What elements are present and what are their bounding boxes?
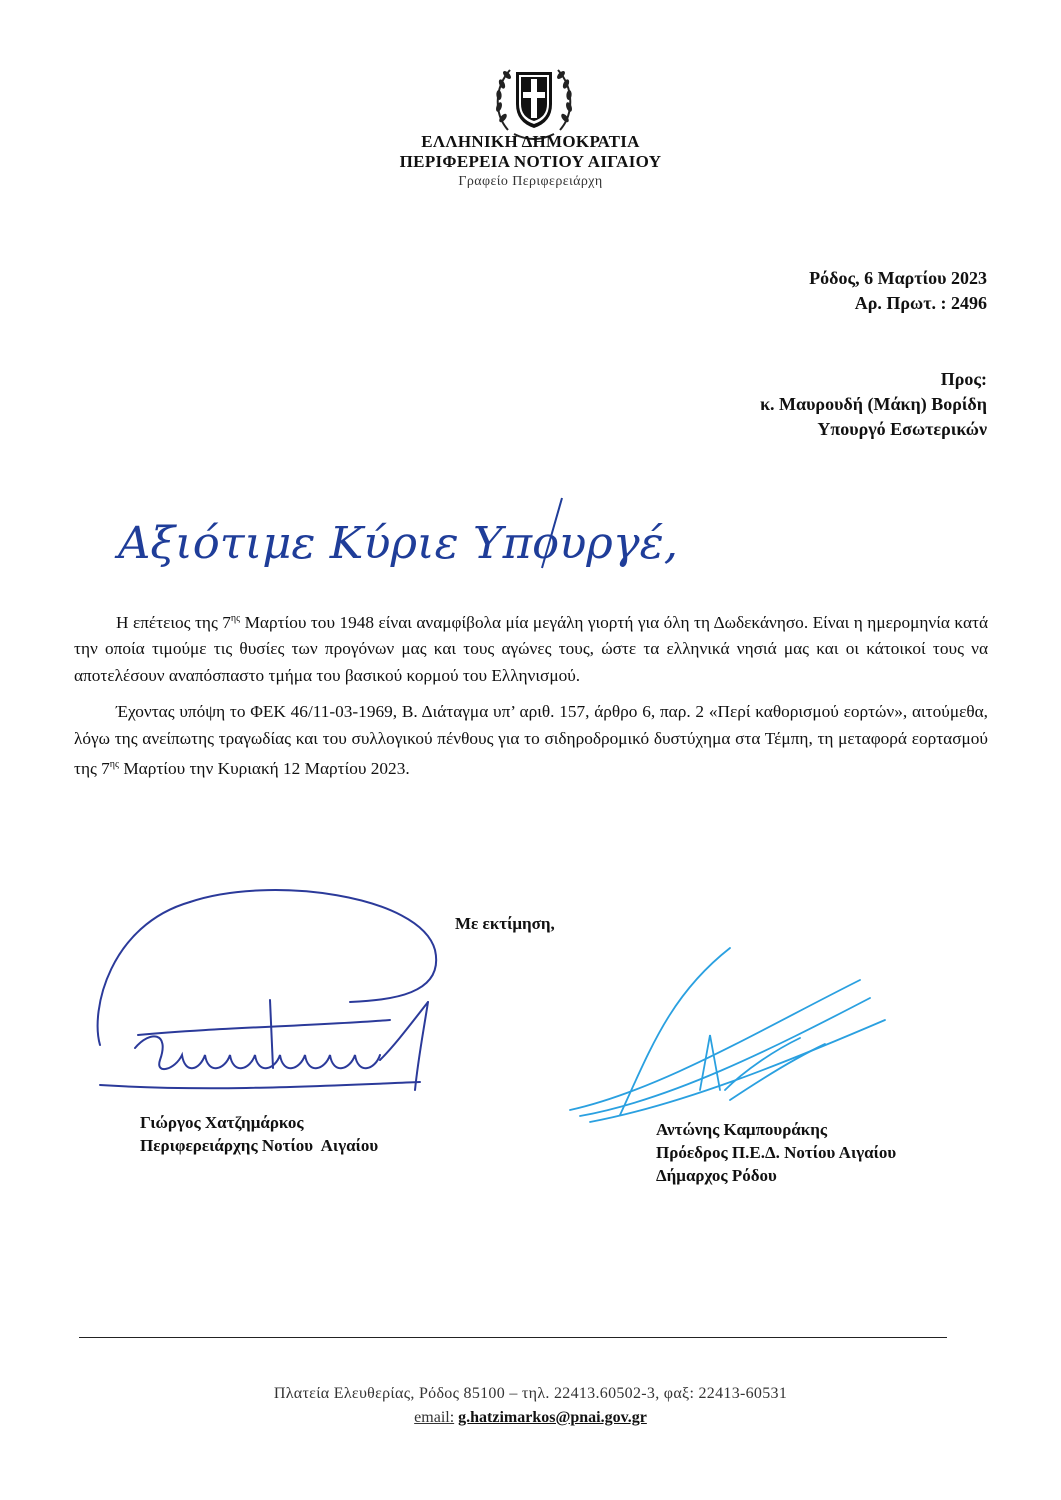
recipient-name: κ. Μαυρουδή (Μάκη) Βορίδη xyxy=(760,394,987,414)
signatory-2-role-2: Δήμαρχος Ρόδου xyxy=(656,1166,777,1185)
recipient-title: Υπουργό Εσωτερικών xyxy=(817,419,987,439)
signatory-2 xyxy=(656,1118,896,1187)
salutation-text: Αξιότιμε Κύριε Υπουργέ, xyxy=(113,518,678,569)
protocol-number: Αρ. Πρωτ. : 2496 xyxy=(854,293,987,313)
header-republic: ΕΛΛΗΝΙΚΗ ΔΗΜΟΚΡΑΤΙΑ xyxy=(421,132,640,151)
footer-email-row xyxy=(0,1409,1061,1427)
email-link[interactable]: g.hatzimarkos@pnai.gov.gr xyxy=(458,1409,647,1426)
footer-divider xyxy=(79,1337,947,1338)
coat-of-arms-emblem xyxy=(488,52,580,144)
document-date: Ρόδος, 6 Μαρτίου 2023 xyxy=(809,268,987,288)
signatory-2-role: Πρόεδρος Π.Ε.Δ. Νοτίου Αιγαίου xyxy=(656,1143,897,1162)
signatory-2-name: Αντώνης Καμπουράκης xyxy=(656,1120,828,1139)
body-paragraph-1: Η επέτειος της $7^{\eta\varsigma}$ Μαρτίου του 1948 είναι αναμφίβολα μία μεγάλη γιορτή για όλη τη Δωδεκάνησο. Είναι η ημερομηνία κατά την οποία τιμούμε τις θυσίες των προγόνων μας και τους αγώνες τους, ώστε τα ελληνικά νησιά μας και οι κάτοικοί τους να αποτελέσουν αναπόσπαστο τμήμα του βασικού κορμού του Ελληνισμού. xyxy=(74,612,988,685)
header-region: ΠΕΡΙΦΕΡΕΙΑ ΝΟΤΙΟΥ ΑΙΓΑΙΟΥ xyxy=(399,152,662,171)
signatory-1-name: Γιώργος Χατζημάρκος xyxy=(140,1113,304,1132)
recipient-label: Προς: xyxy=(940,369,987,389)
signatory-1 xyxy=(140,1111,378,1157)
handwritten-salutation xyxy=(110,490,710,590)
signature-2 xyxy=(560,940,890,1125)
signatory-1-role: Περιφερειάρχης Νοτίου Αιγαίου xyxy=(140,1136,379,1155)
header-office: Γραφείο Περιφερειάρχη xyxy=(458,174,603,189)
body-paragraph-2: Έχοντας υπόψη το ΦΕΚ 46/11-03-1969, Β. Διάταγμα υπ’ αριθ. 157, άρθρο 6, παρ. 2 «Περί καθορισμού εορτών», αιτούμεθα, λόγω της ανείπωτης τραγωδίας και του συλλογικού πένθους για το σιδηροδρομικό δυστύχημα στα Τέμπη, τη μεταφορά εορτασμού της $7^{\eta\varsigma}$ Μαρτίου την Κυριακή 12 Μαρτίου 2023. xyxy=(74,702,988,779)
email-label: email: xyxy=(414,1409,455,1426)
signature-1 xyxy=(90,880,450,1105)
closing-phrase: Με εκτίμηση, xyxy=(455,914,555,933)
footer-address: Πλατεία Ελευθερίας, Ρόδος 85100 – τηλ. 22413.60502-3, φαξ: 22413-60531 xyxy=(273,1385,788,1402)
letter-body xyxy=(74,606,988,793)
